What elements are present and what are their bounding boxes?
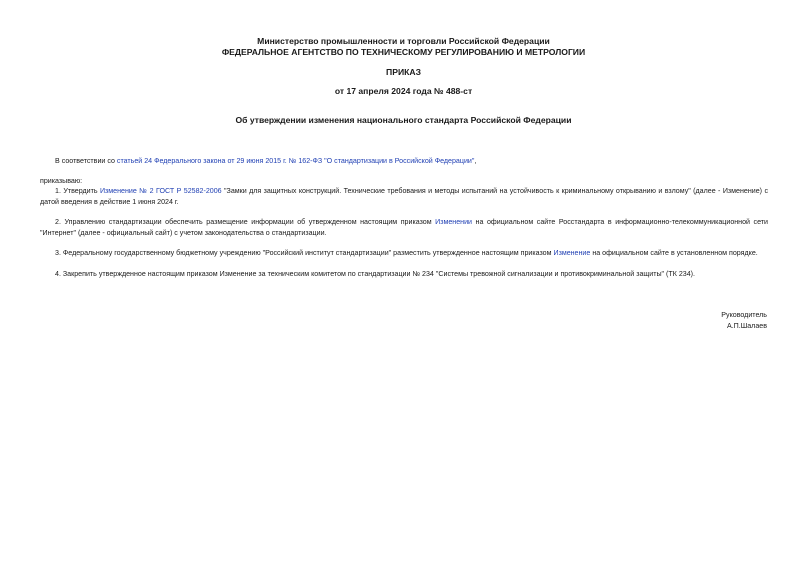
item1-prefix: 1. Утвердить (55, 187, 100, 195)
order-item-1 (40, 186, 768, 208)
item2-suffix: на официальном сайте Росстандарта в информационно-телекоммуникационной сети "Интернет" (далее - официальный сайт) с учетом законодательства о стандартизации. (40, 218, 769, 237)
document-date-number: от 17 апреля 2024 года № 488-ст (334, 86, 473, 96)
signatory-name: А.П.Шалаев (726, 322, 767, 330)
agency-name: ФЕДЕРАЛЬНОЕ АГЕНТСТВО ПО ТЕХНИЧЕСКОМУ РЕГУЛИРОВАНИЮ И МЕТРОЛОГИИ (221, 47, 586, 57)
document-title: Об утверждении изменения национального стандарта Российской Федерации (235, 115, 572, 125)
signatory-position: Руководитель (721, 311, 767, 319)
order-item-3 (40, 248, 768, 259)
amendment-link-item3[interactable]: Изменение (553, 249, 591, 257)
ministry-name: Министерство промышленности и торговли Российской Федерации (257, 36, 550, 46)
document-type: ПРИКАЗ (386, 67, 421, 77)
item2-prefix: 2. Управлению стандартизации обеспечить размещение информации об утвержденном настоящим приказом (55, 218, 436, 226)
item3-prefix: 3. Федеральному государственному бюджетному учреждению "Российский институт стандартизации" разместить утвержденное настоящим приказом (55, 249, 554, 257)
preamble-prefix: В соответствии со (55, 157, 117, 165)
item3-suffix: на официальном сайте в установленном порядке. (590, 249, 758, 257)
preamble-suffix: , (474, 157, 477, 165)
item1-suffix: "Замки для защитных конструкций. Технические требования и методы испытаний на устойчивость к криминальному открыванию и взлому" (далее - Изменение) с датой введения в действие 1 июня 2024 г. (40, 187, 768, 206)
preamble (40, 156, 768, 167)
gost-amendment-link[interactable]: Изменение № 2 ГОСТ Р 52582-2006 (99, 187, 222, 195)
order-word: приказываю: (40, 177, 83, 185)
amendment-link-item2[interactable]: Изменении (435, 218, 473, 226)
order-item-4: 4. Закрепить утвержденное настоящим приказом Изменение за техническим комитетом по стандартизации № 234 "Системы тревожной сигнализации и противокриминальной защиты" (ТК 234). (55, 270, 696, 278)
federal-law-link[interactable]: статьей 24 Федерального закона от 29 июня 2015 г. № 162-ФЗ "О стандартизации в Российской Федерации" (116, 157, 475, 165)
order-item-2 (40, 217, 768, 239)
